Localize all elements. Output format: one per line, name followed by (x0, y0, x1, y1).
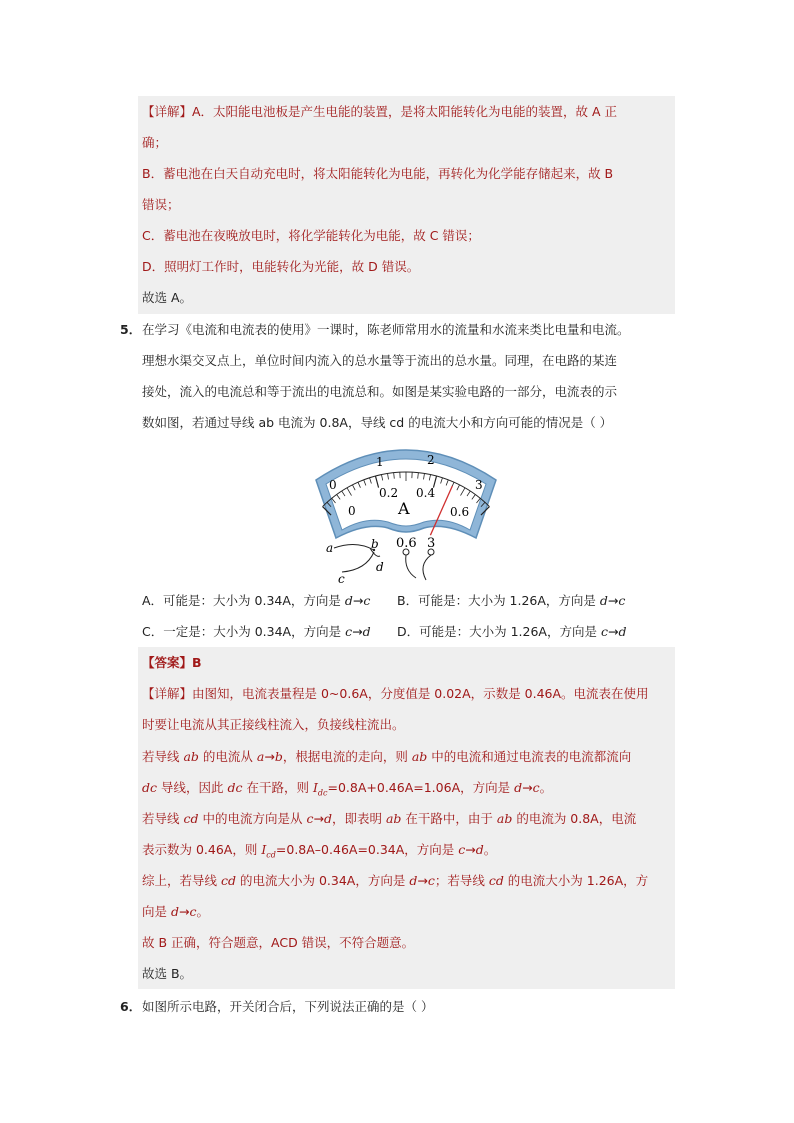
solution-line: 综上，若导线 cd 的电流大小为 0.34A，方向是 d→c；若导线 cd 的电流大小为 1.26A，方 (142, 873, 649, 888)
solution-line: 故 B 正确，符合题意，ACD 错误，不符合题意。 (142, 935, 415, 950)
unit-label: A (398, 499, 410, 518)
option-c[interactable]: C．一定是：大小为 0.34A，方向是 c→d (142, 624, 371, 639)
solution-line: 若导线 ab 的电流从 a→b，根据电流的走向，则 ab 中的电流和通过电流表的电流都流向 (142, 749, 632, 764)
prev-solution-line: B．蓄电池在白天自动充电时，将太阳能转化为电能，再转化为化学能存储起来，故 B (142, 166, 614, 181)
question-text-line: 在学习《电流和电流表的使用》一课时，陈老师常用水的流量和水流来类比电量和电流。 (142, 322, 630, 337)
option-a[interactable]: A．可能是：大小为 0.34A，方向是 d→c (142, 593, 371, 608)
option-b[interactable]: B．可能是：大小为 1.26A，方向是 d→c (397, 593, 626, 608)
question-text-line: 如图所示电路，开关闭合后，下列说法正确的是（ ） (142, 999, 434, 1014)
outer-label: 1 (376, 455, 384, 469)
wire-label: a (326, 541, 334, 555)
prev-solution-line: 错误； (142, 197, 180, 212)
ammeter-figure (306, 440, 506, 590)
prev-solution-line: 故选 A。 (142, 290, 193, 305)
question-number: 6． (120, 999, 142, 1014)
inner-label: 0.4 (416, 486, 436, 500)
solution-line: 若导线 cd 中的电流方向是从 c→d，即表明 ab 在干路中，由于 ab 的电流为 0.8A，电流 (142, 811, 637, 826)
prev-solution-block (138, 96, 675, 314)
wire-label: b (371, 537, 379, 551)
wire-label: d (376, 560, 384, 574)
answer-line: 【答案】B (142, 655, 202, 670)
prev-solution-line: 【详解】A．太阳能电池板是产生电能的装置，是将太阳能转化为电能的装置，故 A 正 (142, 104, 618, 119)
solution-line: dc 导线，因此 dc 在干路，则 $I_{dc}=0.8A+0.46A=1.06A$，方向是 d→c。 (142, 780, 553, 798)
inner-label: 0 (348, 504, 356, 518)
wire-label: c (338, 572, 345, 586)
solution-line: 时要让电流从其正接线柱流入，负接线柱流出。 (142, 717, 405, 732)
terminal-label: 0.6 (396, 536, 417, 551)
outer-label: 2 (427, 453, 435, 467)
question-number: 5． (120, 322, 142, 337)
prev-solution-line: C．蓄电池在夜晚放电时，将化学能转化为电能，故 C 错误； (142, 228, 480, 243)
question-text-line: 理想水渠交叉点上，单位时间内流入的总水量等于流出的总水量。同理，在电路的某连 (142, 353, 618, 368)
solution-line: 【详解】由图知，电流表量程是 0~0.6A，分度值是 0.02A，示数是 0.46A。电流表在使用 (142, 686, 649, 701)
solution-line: 故选 B。 (142, 966, 193, 981)
inner-label: 0.6 (450, 505, 470, 519)
wire-a (334, 544, 374, 550)
wire-c (342, 552, 374, 572)
terminal-label: 3 (427, 536, 436, 551)
prev-solution-line: 确； (142, 135, 168, 150)
question-text-line: 数如图，若通过导线 ab 电流为 0.8A，导线 cd 的电流大小和方向可能的情况是（ ） (142, 415, 613, 430)
question-text-line: 接处，流入的电流总和等于流出的电流总和。如图是某实验电路的一部分，电流表的示 (142, 384, 618, 399)
option-d[interactable]: D．可能是：大小为 1.26A，方向是 c→d (397, 624, 627, 639)
inner-label: 0.2 (379, 486, 399, 500)
solution-line: 表示数为 0.46A，则 $I_{cd}=0.8A-0.46A=0.34A$，方向是 c→d。 (142, 842, 497, 860)
outer-label: 3 (475, 478, 483, 492)
q5-solution-block (138, 647, 675, 989)
wire-terminal (406, 555, 416, 578)
wire-terminal (423, 555, 431, 580)
outer-label: 0 (329, 478, 337, 492)
solution-line: 向是 d→c。 (142, 904, 210, 919)
prev-solution-line: D．照明灯工作时，电能转化为光能，故 D 错误。 (142, 259, 420, 274)
